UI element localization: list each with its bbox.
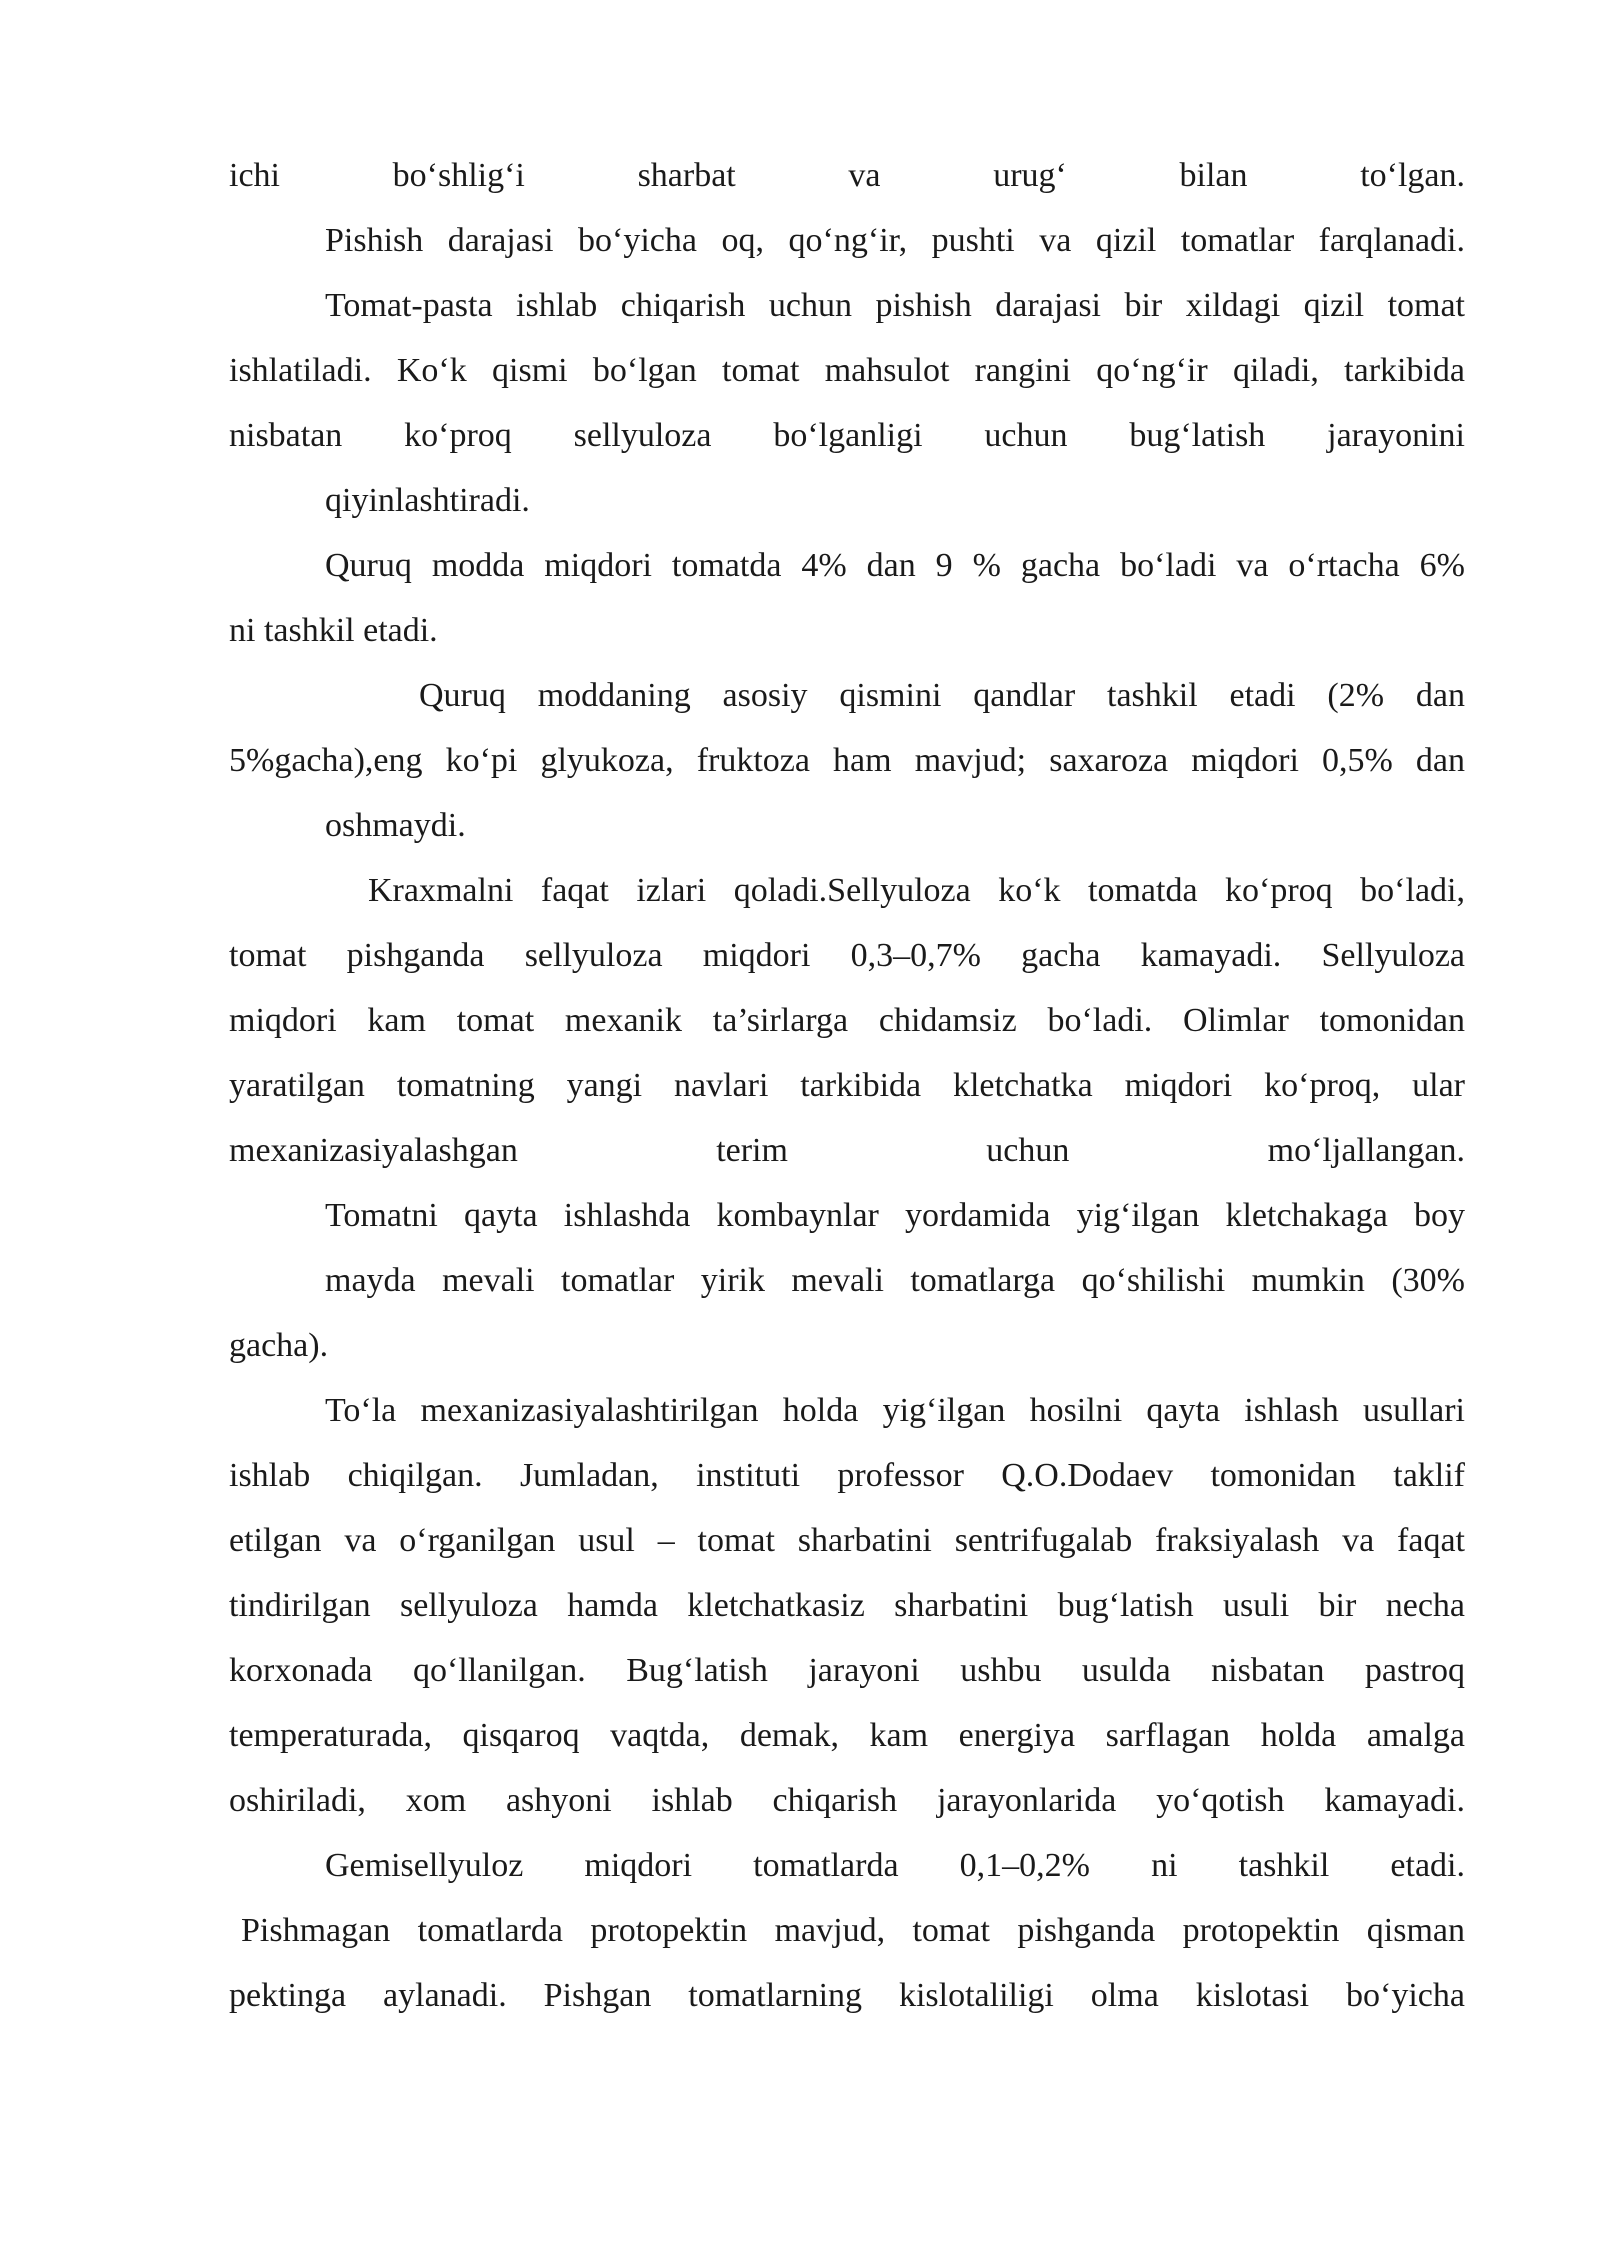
text-line: ishlab chiqilgan. Jumladan, instituti professor Q.O.Dodaev tomonidan taklif (229, 1457, 1465, 1494)
text-line: Tomatni qayta ishlashda kombaynlar yordamida yig‘ilgan kletchakaga boy (325, 1197, 1465, 1234)
text-line: 5%gacha),eng ko‘pi glyukoza, fruktoza ham mavjud; saxaroza miqdori 0,5% dan (229, 742, 1465, 779)
text-line: qiyinlashtiradi. (325, 482, 530, 519)
text-line: Gemisellyuloz miqdori tomatlarda 0,1–0,2% ni tashkil etadi. (325, 1847, 1465, 1884)
text-line: mayda mevali tomatlar yirik mevali tomatlarga qo‘shilishi mumkin (30% (325, 1262, 1465, 1299)
text-line: ishlatiladi. Ko‘k qismi bo‘lgan tomat mahsulot rangini qo‘ng‘ir qiladi, tarkibida (229, 352, 1465, 389)
text-line: Pishmagan tomatlarda protopektin mavjud, tomat pishganda protopektin qisman (241, 1912, 1465, 1949)
text-line: Pishish darajasi bo‘yicha oq, qo‘ng‘ir, pushti va qizil tomatlar farqlanadi. (325, 222, 1465, 259)
text-line: etilgan va o‘rganilgan usul – tomat sharbatini sentrifugalab fraksiyalash va faqat (229, 1522, 1465, 1559)
text-line: korxonada qo‘llanilgan. Bug‘latish jarayoni ushbu usulda nisbatan pastroq (229, 1652, 1465, 1689)
text-line: ichi bo‘shlig‘i sharbat va urug‘ bilan to‘lgan. (229, 157, 1465, 194)
text-line: Kraxmalni faqat izlari qoladi.Sellyuloza ko‘k tomatda ko‘proq bo‘ladi, (368, 872, 1465, 909)
text-line: pektinga aylanadi. Pishgan tomatlarning kislotaliligi olma kislotasi bo‘yicha (229, 1977, 1465, 2014)
text-line: gacha). (229, 1327, 329, 1364)
text-line: miqdori kam tomat mexanik ta’sirlarga chidamsiz bo‘ladi. Olimlar tomonidan (229, 1002, 1465, 1039)
text-line: yaratilgan tomatning yangi navlari tarkibida kletchatka miqdori ko‘proq, ular (229, 1067, 1465, 1104)
text-line: tomat pishganda sellyuloza miqdori 0,3–0,7% gacha kamayadi. Sellyuloza (229, 937, 1465, 974)
text-line: Quruq modda miqdori tomatda 4% dan 9 % gacha bo‘ladi va o‘rtacha 6% (325, 547, 1465, 584)
text-line: To‘la mexanizasiyalashtirilgan holda yig‘ilgan hosilni qayta ishlash usullari (325, 1392, 1465, 1429)
text-line: ni tashkil etadi. (229, 612, 438, 649)
text-line: oshiriladi, xom ashyoni ishlab chiqarish jarayonlarida yo‘qotish kamayadi. (229, 1782, 1465, 1819)
text-line: Tomat-pasta ishlab chiqarish uchun pishish darajasi bir xildagi qizil tomat (325, 287, 1465, 324)
text-line: temperaturada, qisqaroq vaqtda, demak, kam energiya sarflagan holda amalga (229, 1717, 1465, 1754)
text-line: Quruq moddaning asosiy qismini qandlar tashkil etadi (2% dan (419, 677, 1465, 714)
text-line: oshmaydi. (325, 807, 466, 844)
text-line: tindirilgan sellyuloza hamda kletchatkasiz sharbatini bug‘latish usuli bir necha (229, 1587, 1465, 1624)
text-line: nisbatan ko‘proq sellyuloza bo‘lganligi uchun bug‘latish jarayonini (229, 417, 1465, 454)
text-line: mexanizasiyalashgan terim uchun mo‘ljallangan. (229, 1132, 1465, 1169)
